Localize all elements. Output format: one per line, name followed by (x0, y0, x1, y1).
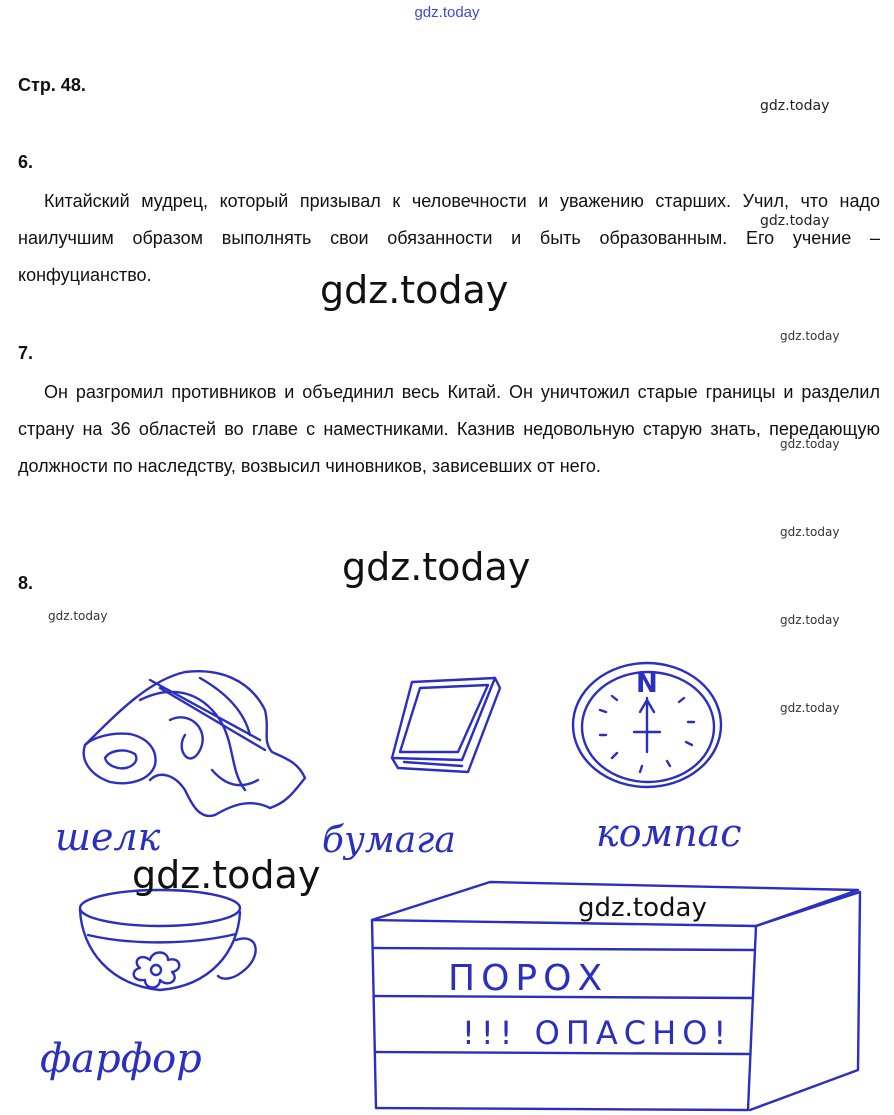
watermark-large: gdz.today (132, 853, 321, 897)
label-compass: компас (596, 811, 742, 855)
watermark: gdz.today (48, 609, 108, 623)
watermark: gdz.today (780, 613, 840, 627)
silk-roll-drawing (84, 671, 305, 816)
watermark-large: gdz.today (342, 545, 531, 589)
watermark: gdz.today (780, 329, 840, 343)
answer-6-text: Китайский мудрец, который призывал к человечности и уважению старших. Учил, что надо наилучшим образом выполнять свои обязанности и быть образованным. Его учение – конфуцианство. (18, 191, 880, 285)
page-title: Стр. 48. (18, 75, 86, 95)
watermark: gdz.today (760, 98, 830, 114)
compass-drawing (573, 663, 721, 787)
watermark: gdz.today (780, 701, 840, 715)
watermark-large: gdz.today (320, 268, 509, 312)
question-number-7: 7. (18, 343, 34, 363)
watermark: gdz.today (780, 525, 840, 539)
answer-7-text: Он разгромил противников и объединил весь Китай. Он уничтожил старые границы и разделил страну на 36 областей во главе с наместниками. Казнив недовольную старую знать, передающую должности по наследству, возвысил чиновников, зависевших от него. (18, 382, 880, 476)
question-number-6: 6. (18, 152, 34, 172)
box-label-powder: ПОРОХ (448, 958, 609, 999)
paper-drawing (392, 678, 500, 772)
porcelain-cup-drawing (80, 890, 256, 990)
compass-north-letter: N (636, 669, 664, 699)
label-silk: шелк (55, 815, 161, 859)
label-porcelain: фарфор (40, 1036, 202, 1082)
label-paper: бумага (322, 820, 456, 861)
watermark: gdz.today (780, 437, 840, 451)
box-label-danger: !!! ОПАСНО! (462, 1014, 733, 1052)
watermark-top: gdz.today (414, 4, 480, 21)
watermark: gdz.today (760, 213, 830, 229)
watermark-medium: gdz.today (578, 893, 707, 923)
question-number-8: 8. (18, 573, 34, 593)
